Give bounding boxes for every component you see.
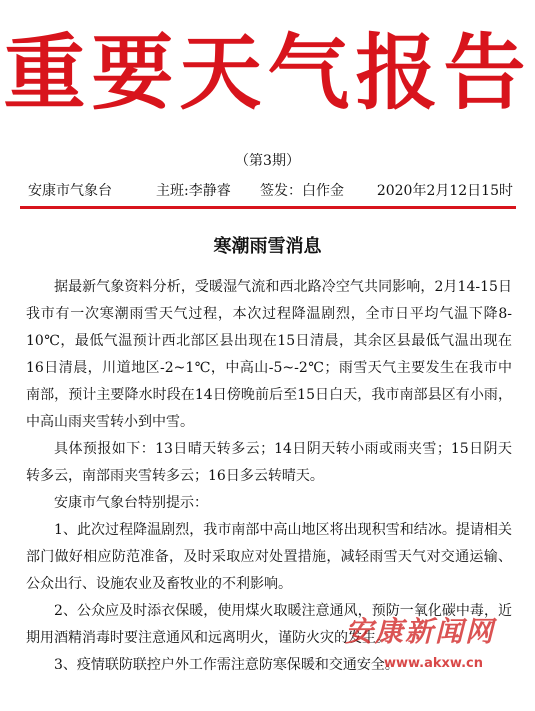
document-title: 寒潮雨雪消息: [213, 236, 322, 257]
paragraph-notice-3: 3、疫情联防联控户外工作需注意防寒保暖和交通安全。: [54, 657, 399, 673]
agency-name: 安康市气象台: [28, 183, 112, 199]
paragraph-notice-1: 1、此次过程降温剧烈，我市南部中高山地区将出现积雪和结冰。提请相关部门做好相应防范准备，及时采取应对处置措施，减轻雨雪天气对交通运输、公众出行、设施农业及畜牧业的不利影响。: [26, 522, 512, 592]
paragraph-notice-heading: 安康市气象台特别提示：: [54, 495, 208, 511]
paragraph-forecast: 具体预报如下：13日晴天转多云；14日阴天转小雨或雨夹雪；15日阴天转多云，南部雨夹雪转多云；16日多云转晴天。: [26, 441, 512, 484]
issue-date: 2020年2月12日15时: [376, 183, 513, 199]
issuer-name: 签发：白作金: [260, 183, 344, 199]
site-watermark: 安康新闻网: [344, 615, 495, 648]
red-divider: [20, 206, 516, 209]
paragraph-summary: 据最新气象资料分析，受暖湿气流和西北路冷空气共同影响，2月14-15日我市有一次寒潮雨雪天气过程，本次过程降温剧烈，全市日平均气温下降8-10℃，最低气温预计西北部区县出现在15日清晨，其余区县最低气温出现在16日清晨，川道地区-2~1℃，中高山-5~-2℃；雨雪天气主要发生在我市中南部，预计主要降水时段在14日傍晚前后至15日白天，我市南部县区有小雨，中高山雨夹雪转小到中雪。: [26, 279, 512, 430]
editor-name: 主班:李静睿: [156, 183, 231, 199]
issue-number: （第3期）: [235, 153, 300, 169]
report-masthead: 重要天气报告: [3, 25, 532, 121]
paragraph-notice-2: 2、公众应及时添衣保暖，使用煤火取暖注意通风，预防一氧化碳中毒，近期用酒精消毒时要注意通风和远离明火，谨防火灾的发生。: [26, 603, 512, 646]
site-watermark-url: www.akxw.cn: [383, 656, 483, 671]
report-meta: [28, 180, 513, 202]
